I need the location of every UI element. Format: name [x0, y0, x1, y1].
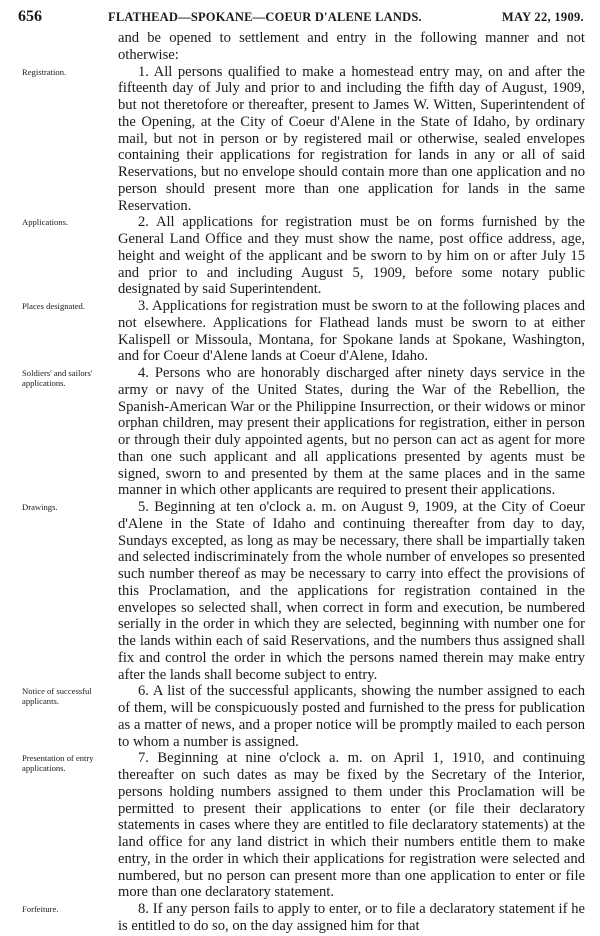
paragraph-registration: 1. All persons qualified to make a homestead entry may, on and after the fifteenth day of July and prior to and including the fifth day of August, 1909, but not theretofore or thereafter, present to James W. Witten, Superintendent of the Opening, at the City of Coeur d'Alene in the State of Idaho, by ordinary mail, but not in person or by registered mail or otherwise, sealed envelopes containing their applications for registration for lands in any or all of said Reservations, but no envelope should contain more than one application and no person should present more than one application for lands in the same Reservation. [118, 63, 585, 214]
paragraph-drawings: 5. Beginning at ten o'clock a. m. on August 9, 1909, at the City of Coeur d'Alene in the State of Idaho and continuing thereafter from day to day, Sundays excepted, as long as may be necessary, there shall be impartially taken and selected indiscriminately from the whole number of envelopes so presented such number thereof as may be necessary to carry into effect the provisions of this Proclamation, and the applications for registration contained in the envelopes so selected shall, when correct in form and execution, be numbered serially in the order in which they are selected, beginning with number one for the lands within each of said Reservations, and the numbers thus assigned shall fix and control the order in which the persons named therein may make entry after the lands shall become subject to entry. [118, 499, 585, 683]
margin-note-presentation: Presentation of entry applications. [22, 753, 94, 773]
body-text [118, 30, 585, 935]
margin-note-soldiers: Soldiers' and sailors' applications. [22, 368, 93, 388]
margin-note-registration: Registration. [22, 66, 67, 77]
page-number: 656 [18, 8, 42, 25]
paragraph-notice: 6. A list of the successful applicants, showing the number assigned to each of them, will be conspicuously posted and furnished to the press for publication as a matter of news, and a proper notice will be promptly mailed to each person to whom a number is assigned. [118, 683, 585, 750]
running-title: FLATHEAD—SPOKANE—COEUR D'ALENE LANDS. [108, 10, 422, 24]
margin-note-forfeiture: Forfeiture. [22, 904, 59, 914]
paragraph-places: 3. Applications for registration must be sworn to at the following places and not elsewhere. Applications for Flathead lands must be sworn to at either Kalispell or Missoula, Montana, for Spokane lands at Spokane, Washington, and for Coeur d'Alene lands at Coeur d'Alene, Idaho. [118, 298, 585, 365]
paragraph-soldiers: 4. Persons who are honorably discharged after ninety days service in the army or navy of the United States, during the War of the Rebellion, the Spanish-American War or the Philippine Insurrection, or their widows or minor orphan children, may present their applications for registration, either in person or through their duly appointed agents, but no person can act as agent for more than one such applicant and all applications presented by agents must be signed, sworn to and presented by them at the same places and in the same manner in which other applicants are required to present their applications. [118, 365, 585, 499]
paragraph-applications: 2. All applications for registration must be on forms furnished by the General Land Office and they must show the name, post office address, age, height and weight of the applicant and be sworn to by him on or after July 15 and prior to and including August 5, 1909, before some notary public designated by said Superintendent. [118, 214, 585, 298]
margin-note-notice: Notice of successful applicants. [22, 686, 92, 706]
page-header [18, 8, 584, 30]
margin-note-drawings: Drawings. [22, 502, 58, 512]
margin-note-applications: Applications. [22, 217, 69, 228]
paragraph-presentation: 7. Beginning at nine o'clock a. m. on April 1, 1910, and continuing thereafter on such dates as may be fixed by the Secretary of the Interior, persons holding numbers assigned to them under this Proclamation will be permitted to present their applications to enter (or file their declaratory statements in cases where they are entitled to file declaratory statements) at the land office for any land district in which their numbers entitle them to make entry, in the order in which their applications for registration were selected and numbered, but no person can present more than one application to enter or file more than one declaratory statement. [118, 750, 585, 901]
paragraph-forfeiture: 8. If any person fails to apply to enter, or to file a declaratory statement if he is entitled to do so, on the day assigned him for that [118, 901, 585, 934]
intro-paragraph: and be opened to settlement and entry in the following manner and not otherwise: [118, 30, 585, 63]
running-date: MAY 22, 1909. [501, 10, 584, 24]
margin-note-places: Places designated. [22, 301, 86, 311]
